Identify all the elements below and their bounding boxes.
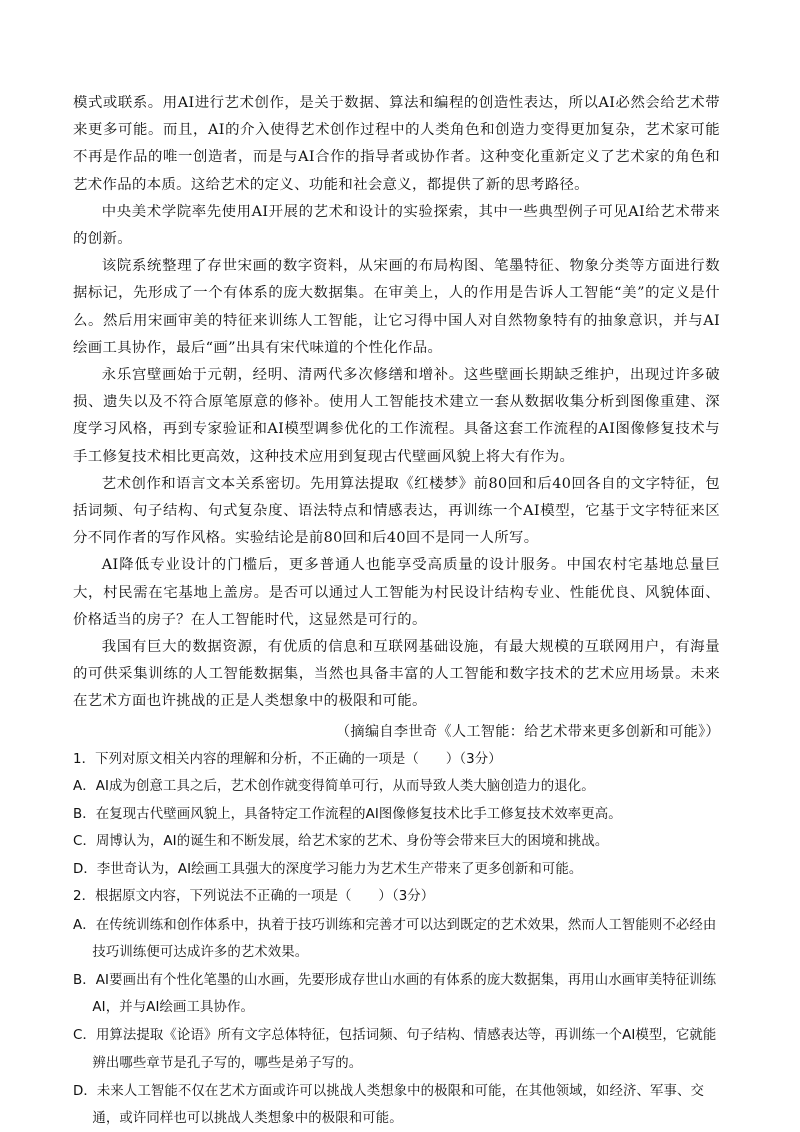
passage-paragraph-6: AI降低专业设计的门槛后，更多普通人也能享受高质量的设计服务。中国农村宅基地总量巨大，村民需在宅基地上盖房。是否可以通过人工智能为村民设计结构专业、性能优良、风貌体面、价格适当的房子？在人工智能时代，这显然是可行的。: [73, 557, 720, 628]
question-1-option-d: D．李世奇认为，AI绘画工具强大的深度学习能力为艺术生产带来了更多创新和可能。: [73, 861, 583, 877]
passage-source: （摘编自李世奇《人工智能：给艺术带来更多创新和可能》）: [335, 723, 720, 740]
question-1-option-c: C．周博认为，AI的诞生和不断发展，给艺术家的艺术、身份等会带来巨大的困境和挑战。: [73, 834, 609, 850]
question-2: [73, 883, 720, 1132]
question-2-option-d: D．未来人工智能不仅在艺术方面或许可以挑战人类想象中的极限和可能，在其他领域，如经济、军事、交通，或许同样也可以挑战人类想象中的极限和可能。: [73, 1083, 704, 1127]
reading-passage: [73, 90, 720, 746]
question-1-stem: 1．下列对原文相关内容的理解和分析，不正确的一项是（ ）（3分）: [73, 751, 502, 767]
question-2-option-c: C．用算法提取《论语》所有文字总体特征，包括词频、句子结构、情感表达等，再训练一个AI模型，它就能辨出哪些章节是孔子写的，哪些是弟子写的。: [73, 1028, 717, 1071]
question-2-option-a: A．在传统训练和创作体系中，执着于技巧训练和完善才可以达到既定的艺术效果，然而人工智能则不必经由技巧训练便可达成许多的艺术效果。: [73, 917, 717, 960]
passage-paragraph-2: 中央美术学院率先使用AI开展的艺术和设计的实验探索，其中一些典型例子可见AI给艺术带来的创新。: [73, 203, 720, 248]
question-1-option-a: A．AI成为创意工具之后，艺术创作就变得简单可行，从而导致人类大脑创造力的退化。: [73, 779, 595, 795]
passage-paragraph-4: 永乐宫壁画始于元朝，经明、清两代多次修缮和增补。这些壁画长期缺乏维护，出现过许多破损、遗失以及不符合原笔原意的修补。使用人工智能技术建立一套从数据收集分析到图像重建、深度学习风格，再到专家验证和AI模型调参优化的工作流程。具备这套工作流程的AI图像修复技术与手工修复技术相比更高效，这种技术应用到复现古代壁画风貌上将大有作为。: [73, 367, 720, 465]
question-1-option-b: B．在复现古代壁画风貌上，具备特定工作流程的AI图像修复技术比手工修复技术效率更高。: [73, 806, 622, 822]
question-2-option-b: B．AI要画出有个性化笔墨的山水画，先要形成存世山水画的有体系的庞大数据集，再用山水画审美特征训练AI，并与AI绘画工具协作。: [73, 973, 717, 1016]
passage-paragraph-1: 模式或联系。用AI进行艺术创作，是关于数据、算法和编程的创造性表达，所以AI必然会给艺术带来更多可能。而且，AI的介入使得艺术创作过程中的人类角色和创造力变得更加复杂，艺术家可能不再是作品的唯一创造者，而是与AI合作的指导者或协作者。这种变化重新定义了艺术家的角色和艺术作品的本质。这给艺术的定义、功能和社会意义，都提供了新的思考路径。: [73, 95, 720, 193]
question-2-stem: 2．根据原文内容，下列说法不正确的一项是（ ）（3分）: [73, 889, 435, 905]
passage-paragraph-3: 该院系统整理了存世宋画的数字资料，从宋画的布局构图、笔墨特征、物象分类等方面进行数据标记，先形成了一个有体系的庞大数据集。在审美上，人的作用是告诉人工智能“美”的定义是什么。然后用宋画审美的特征来训练人工智能，让它习得中国人对自然物象特有的抽象意识，并与AI绘画工具协作，最后“画”出具有宋代味道的个性化作品。: [73, 258, 720, 356]
question-1: [73, 746, 720, 884]
passage-paragraph-7: 我国有巨大的数据资源，有优质的信息和互联网基础设施，有最大规模的互联网用户，有海量的可供采集训练的人工智能数据集，当然也具备丰富的人工智能和数字技术的艺术应用场景。未来在艺术方面也许挑战的正是人类想象中的极限和可能。: [73, 639, 720, 710]
passage-paragraph-5: 艺术创作和语言文本关系密切。先用算法提取《红楼梦》前80回和后40回各自的文字特征，包括词频、句子结构、句式复杂度、语法特点和情感表达，再训练一个AI模型，它基于文字特征来区分不同作者的写作风格。实验结论是前80回和后40回不是同一人所写。: [73, 475, 720, 547]
